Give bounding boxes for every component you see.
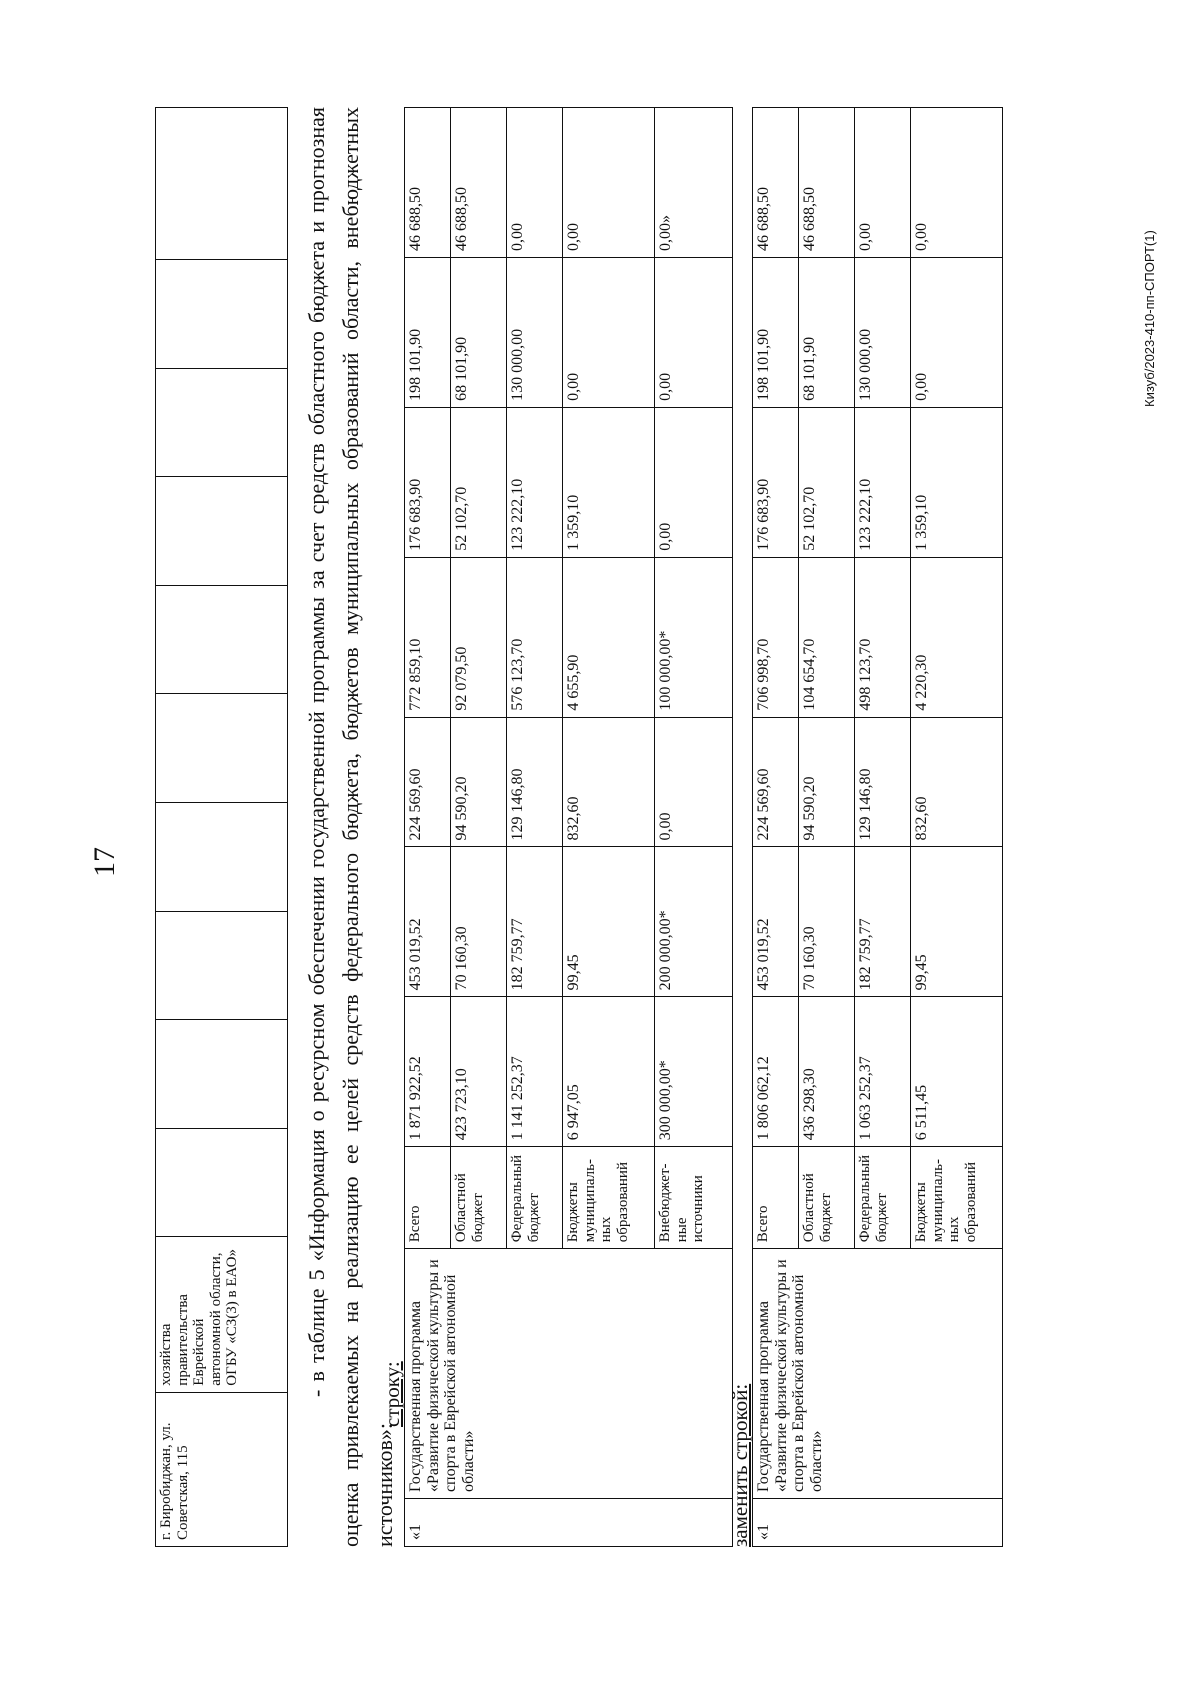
amount-cell: 0,00 (563, 257, 655, 407)
row-number: «1 (405, 1499, 733, 1547)
top-table-cell (156, 477, 288, 586)
table-row-replacement (752, 107, 1003, 1547)
funding-source: Федеральный бюджет (507, 1147, 563, 1249)
amount-cell: 94 590,20 (451, 717, 507, 847)
funding-source: Федеральный бюджет (855, 1147, 911, 1249)
amount-cell: 0,00 (855, 108, 911, 258)
amount-cell: 0,00» (655, 108, 733, 258)
top-table (155, 107, 288, 1547)
amount-cell: 0,00 (655, 717, 733, 847)
amount-cell: 4 655,90 (563, 557, 655, 717)
amount-cell: 6 947,05 (563, 997, 655, 1147)
amount-cell: 130 000,00 (507, 257, 563, 407)
program-name: Государственная программа «Развитие физической культуры и спорта в Еврейской автономной области» (753, 1249, 1003, 1499)
top-table-cell (156, 108, 288, 260)
amount-cell: 94 590,20 (799, 717, 855, 847)
amount-cell: 182 759,77 (855, 847, 911, 997)
funding-source: Областной бюджет (799, 1147, 855, 1249)
amount-cell: 70 160,30 (451, 847, 507, 997)
amount-cell: 182 759,77 (507, 847, 563, 997)
amount-cell: 832,60 (911, 717, 1003, 847)
top-table-cell (156, 368, 288, 477)
top-table-cell (156, 803, 288, 912)
amount-cell: 68 101,90 (451, 257, 507, 407)
amount-cell: 52 102,70 (451, 407, 507, 557)
page-number: 17 (88, 847, 121, 877)
amount-cell: 104 654,70 (799, 557, 855, 717)
amount-cell: 0,00 (911, 108, 1003, 258)
paragraph-text: - в таблице 5 «Информация о ресурсном обеспечении государственной программы за счет средств областного бюджета и прогнозная оценка привлекаемых на реализацию ее целей средств федерального бюджета, бюджетов муниципальных образований области, внебюджетных источников»: (304, 107, 397, 1547)
amount-cell: 772 859,10 (405, 557, 451, 717)
amount-cell: 224 569,60 (405, 717, 451, 847)
amount-cell: 224 569,60 (753, 717, 799, 847)
amount-cell: 0,00 (655, 407, 733, 557)
amount-cell: 6 511,45 (911, 997, 1003, 1147)
amount-cell: 99,45 (911, 847, 1003, 997)
amount-cell: 46 688,50 (753, 108, 799, 258)
amount-cell: 300 000,00* (655, 997, 733, 1147)
amount-cell: 0,00 (655, 257, 733, 407)
amount-cell: 46 688,50 (799, 108, 855, 258)
table2-body (753, 108, 1003, 1547)
amount-cell: 1 871 922,52 (405, 997, 451, 1147)
amount-cell: 436 298,30 (799, 997, 855, 1147)
funding-source: Областной бюджет (451, 1147, 507, 1249)
top-table-cell: г. Биробиджан, ул. Советская, 115 (156, 1392, 288, 1546)
amount-cell: 176 683,90 (753, 407, 799, 557)
top-table-cell (156, 260, 288, 369)
amount-cell: 453 019,52 (753, 847, 799, 997)
row-label: строку: (380, 1361, 404, 1427)
amount-cell: 1 359,10 (911, 407, 1003, 557)
amount-cell: 1 141 252,37 (507, 997, 563, 1147)
amount-cell: 423 723,10 (451, 997, 507, 1147)
amount-cell: 68 101,90 (799, 257, 855, 407)
amount-cell: 70 160,30 (799, 847, 855, 997)
funding-source: Всего (753, 1147, 799, 1249)
amount-cell: 0,00 (507, 108, 563, 258)
amount-cell: 92 079,50 (451, 557, 507, 717)
amount-cell: 453 019,52 (405, 847, 451, 997)
top-table-cell: хозяйства правительства Еврейской автономной области, ОГБУ «СЗ(3) в ЕАО» (156, 1237, 288, 1392)
amount-cell: 1 063 252,37 (855, 997, 911, 1147)
table-row-original (404, 107, 733, 1547)
amount-cell: 1 806 062,12 (753, 997, 799, 1147)
amount-cell: 123 222,10 (855, 407, 911, 557)
amount-cell: 123 222,10 (507, 407, 563, 557)
amount-cell: 198 101,90 (753, 257, 799, 407)
amount-cell: 0,00 (563, 108, 655, 258)
amount-cell: 99,45 (563, 847, 655, 997)
amount-cell: 576 123,70 (507, 557, 563, 717)
funding-source: Всего (405, 1147, 451, 1249)
document-footer: Кизуб/2023-410-пп-СПОРТ(1) (1142, 230, 1157, 407)
amount-cell: 498 123,70 (855, 557, 911, 717)
amount-cell: 200 000,00* (655, 847, 733, 997)
top-table-row (156, 108, 288, 1547)
section-paragraph (300, 107, 402, 1547)
top-table-cell (156, 1020, 288, 1129)
top-table-cell (156, 694, 288, 803)
amount-cell: 100 000,00* (655, 557, 733, 717)
amount-cell: 176 683,90 (405, 407, 451, 557)
top-table-cell (156, 911, 288, 1020)
amount-cell: 46 688,50 (405, 108, 451, 258)
amount-cell: 1 359,10 (563, 407, 655, 557)
table-row (753, 108, 799, 1547)
amount-cell: 198 101,90 (405, 257, 451, 407)
amount-cell: 0,00 (911, 257, 1003, 407)
funding-source: Бюджеты муниципаль-ных образований (911, 1147, 1003, 1249)
table-row (405, 108, 451, 1547)
amount-cell: 130 000,00 (855, 257, 911, 407)
amount-cell: 832,60 (563, 717, 655, 847)
table1-body (405, 108, 733, 1547)
amount-cell: 46 688,50 (451, 108, 507, 258)
program-name: Государственная программа «Развитие физической культуры и спорта в Еврейской автономной области» (405, 1249, 733, 1499)
funding-source: Бюджеты муниципаль-ных образований (563, 1147, 655, 1249)
amount-cell: 129 146,80 (855, 717, 911, 847)
amount-cell: 129 146,80 (507, 717, 563, 847)
top-table-cell (156, 585, 288, 694)
replace-label: заменить строкой: (728, 1383, 752, 1547)
row-number: «1 (753, 1499, 1003, 1547)
amount-cell: 706 998,70 (753, 557, 799, 717)
amount-cell: 4 220,30 (911, 557, 1003, 717)
amount-cell: 52 102,70 (799, 407, 855, 557)
top-table-cell (156, 1128, 288, 1237)
funding-source: Внебюджет-ные источники (655, 1147, 733, 1249)
